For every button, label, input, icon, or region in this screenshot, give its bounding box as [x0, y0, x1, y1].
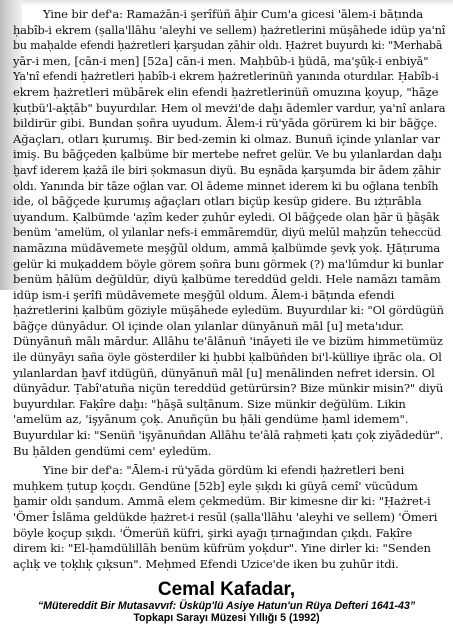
text-line: böyle ḳoçup ṣıḳdı. 'Ömerüñ küfri, şirki ayağı ṭırnağından çıḳdı. Faḳîre [13, 525, 413, 540]
text-line: buyurdılar. Faḳîre daḫı: "ḥāşā sulṭānum. Size münkir değülüm. Likin [13, 396, 406, 411]
scan-shadow-top [0, 0, 453, 6]
text-line: dünyādur. Ṭabî'atuña niçün tereddüd getürürsin? Bize münkir misin?" diyü [13, 381, 444, 396]
text-line: oldı. Yanında bir tāze oğlan var. Ol ādeme minnet iderem ki bu oğlana tenbîh [13, 179, 439, 193]
text-line: ekrem ḥażretleri mübārek elin efendi ḥażretlerinüñ omuzına ḳoyup, "hāẕe [13, 84, 439, 99]
text-line: muḥkem ṭutup ḳoçdı. Gendüne [52b] eyle ṣıḳdı ki güyā cemî' vücūdum [13, 478, 418, 493]
body-text [13, 7, 445, 572]
citation-block [0, 579, 453, 624]
text-line: imiş. Bu bāğçeden ḳalbüme bir mertebe nefret gelür. Ve bu yılanlardan daḫı [13, 147, 442, 162]
text-line: Ya'nî efendi ḥażretleri ḥabîb-i ekrem ḥażretlerinüñ yanında oturdılar. Ḥabîb-i [13, 70, 439, 84]
text-line: ḥażretlerini ḳalbüm göziyle müşāhede eyledüm. Buyurdılar ki: "Ol gördügüñ [13, 303, 444, 318]
text-line: 'amelüm az, 'işyānum çoḳ. Anuñçün bu ḥāli gendüme ḥaml idemem". [13, 412, 409, 427]
text-line: bu maḥalde efendi ḥażretleri ḳarşudan ẓāhir oldı. Ḥażret buyurdı ki: "Merhabā [13, 39, 443, 53]
text-line: Yine bir def'a: "Ālem-i rü'yāda gördüm ki efendi ḥażretleri beni [43, 463, 405, 478]
text-line: Yine bir def'a: Ramażān-i şerîfüñ āḫir Cum'a gicesi 'ālem-i bāṭında [43, 7, 424, 21]
text-line: Dünyānuñ mālı mārdur. Allāhu te'ālānuñ 'ināyeti ile ve bizüm himmetümüz [13, 334, 443, 349]
text-line: bildirür gibi. Bundan ṣoñra uyudum. Ālem-i rü'yāda görürem ki bir bāğçe. [13, 116, 438, 131]
paragraph [13, 7, 445, 459]
text-line: namāzına müdāvemete meşğūl oldum, ammā ḳalbümde şevḳ yoḳ. Ḫāṭıruma [13, 240, 441, 255]
text-line: benüm 'amelüm, ol yılanlar nefs-i emmāremdür, diyü melūl maḥzūn teheccüd [13, 226, 441, 240]
text-line: ḫamir oldı ṣandum. Ammā elem çekmedüm. Bir kimesne dir ki: "Ḥażret-i [13, 494, 431, 509]
text-line: idüp ism-i şerîfi müdāvemete meşğūl oldum. Ālem-i bāṭında efendi [13, 287, 395, 302]
text-line: ide, ol bāğçede ḳurumış ağaçları otları biçüp kesüp gidere. Bu ıżṭırābla [13, 194, 422, 209]
citation-source: Topkapı Sarayı Müzesi Yıllığı 5 (1992) [133, 612, 320, 624]
text-line: gelür ki muḳaddem böyle görem ṣoñra bunı görmek (?) ma'lūmdur ki bunlar [13, 256, 444, 271]
text-line: ḥabîb-i ekrem (ṣalla'llāhu 'aleyhi ve sellem) ḥażretlerini müşāhede idüp ya'nî [13, 22, 445, 37]
paragraph [13, 463, 445, 572]
text-line: ḫavf iderem ḳażā ile biri ṣokmasun diyü. Bu eşnāda ḳarşumda bir ādem ẓāhir [13, 163, 441, 177]
text-line: 'Ömer İslāma geldükde ḥażret-i resūl (ṣalla'llāhu 'aleyhi ve sellem) 'Ömeri [13, 510, 438, 524]
text-line: ile dünyāyı saña öyle gösterdiler ki ḥubbi ḳalbüñden bi'l-külliye iḫrāc ola. Ol [13, 350, 442, 365]
text-line: Ağaçları, otları ḳurumış. Bir bed-zemin ki olmaz. Bunuñ içinde yılanlar var [13, 131, 440, 146]
text-line: açlıḳ ve ṭoḳlıḳ çıḳsun". Meḥmed Efendi Uzice'de iken bu ẓuhūr itdi. [13, 556, 399, 571]
text-line: ḳuṭbü'l-aḳṭāb" buyurdılar. Hem ol mevżi'de daḫı ādemler vardur, ya'nî anlara [13, 100, 445, 115]
text-line: Buyurdılar ki: "Senüñ 'işyānuñdan Allāhu te'ālā raḥmeti ḳatı çoḳ ziyādedür". [13, 428, 444, 443]
citation-work-title: “Mütereddit Bir Mutasavvıf: Üsküp'lü Asiye Hatun'un Rüya Defteri 1641-43” [37, 600, 416, 612]
text-line: benüm ḥālüm değüldür, diyü ḳalbüme tereddüd geldi. Hele namāzı tamām [13, 272, 441, 287]
text-line: uyandum. Ḳalbümde 'aẓîm keder ẓuhūr eyledi. Ol bāğçede olan ḫār ü ḫāşāk [13, 209, 440, 224]
text-line: bāğçe dünyādur. Ol içinde olan yılanlar dünyānuñ māl [u] meta'ıdur. [13, 318, 404, 333]
text-line: yār-i men, [cān-i men] [52a] cān-i men. Maḥbūb-i ḫüdā, ma'şūḳ-i enbiyā" [13, 53, 429, 68]
citation-author: Cemal Kafadar, [157, 579, 296, 600]
text-line: yılanlardan ḫavf itdügüñ, dünyānuñ māl [u] menālinden nefret idersin. Ol [13, 365, 435, 380]
text-line: direm ki: "El-ḥamdülillāh benüm küfrüm yoḳdur". Yine dirler ki: "Senden [13, 541, 431, 556]
text-line: Bu ḥālden gendümi cem' eyledüm. [13, 443, 212, 458]
